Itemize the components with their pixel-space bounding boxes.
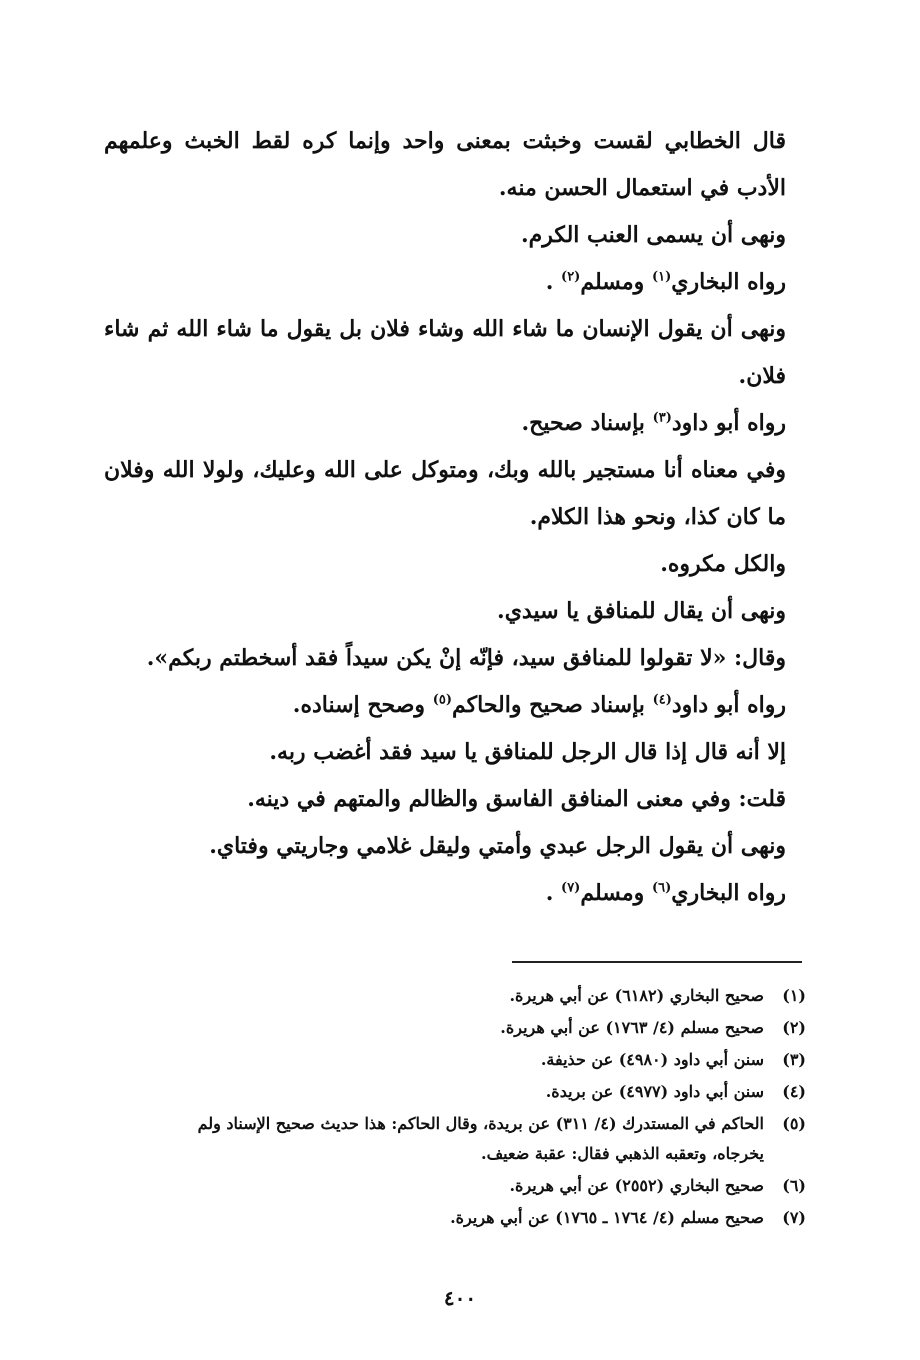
paragraph-text: وفي معناه أنا مستجير بالله وبك، ومتوكل على الله وعليك، ولولا الله وفلان ما كان كذا، ونحو هذا الكلام.	[104, 457, 786, 530]
footnote-number: (٧)	[782, 1208, 806, 1227]
paragraph-hadith-quote	[104, 635, 816, 682]
main-text	[104, 118, 816, 917]
footnote-number: (٥)	[782, 1114, 806, 1133]
narration-text: رواه البخاري	[671, 269, 786, 295]
paragraph-text: ونهى أن يسمى العنب الكرم.	[521, 222, 786, 248]
footnote-number: (٦)	[782, 1176, 806, 1195]
footnote-5	[96, 1109, 806, 1169]
paragraph-text: قلت: وفي معنى المنافق الفاسق والظالم والمتهم في دينه.	[247, 786, 786, 812]
paragraph-text: ونهى أن يقول الإنسان ما شاء الله وشاء فلان بل يقول ما شاء الله ثم شاء فلان.	[104, 316, 786, 389]
paragraph-mashallah	[104, 306, 816, 400]
footnote-3	[96, 1045, 806, 1075]
footnote-text: سنن أبي داود (٤٩٨٠) عن حذيفة.	[540, 1050, 764, 1069]
narration-text: رواه أبو داود	[671, 692, 786, 718]
paragraph-anger	[104, 729, 816, 776]
narration-text: بإسناد صحيح.	[521, 410, 653, 436]
footnote-number: (٢)	[782, 1018, 806, 1037]
paragraph-text: وقال: «لا تقولوا للمنافق سيد، فإنّه إنْ يكن سيداً فقد أسخطتم ربكم».	[146, 645, 786, 671]
footnote-text: سنن أبي داود (٤٩٧٧) عن بريدة.	[545, 1082, 764, 1101]
footnote-continuation: يخرجاه، وتعقبه الذهبي فقال: عقبة ضعيف.	[481, 1144, 764, 1163]
footnote-text-wrap	[96, 1109, 764, 1169]
footnote-1	[96, 981, 806, 1011]
footnote-text: صحيح مسلم (٤/ ١٧٦٤ ـ ١٧٦٥) عن أبي هريرة.	[450, 1208, 764, 1227]
footnote-4	[96, 1077, 806, 1107]
narration-text: رواه البخاري	[671, 880, 786, 906]
page-number: ٤٠٠	[443, 1286, 477, 1310]
narration-text: ومسلم	[580, 269, 652, 295]
footnote-ref-1[interactable]: (١)	[651, 269, 672, 285]
narration-text: .	[545, 880, 562, 906]
narration-text: .	[545, 269, 562, 295]
footnote-text: الحاكم في المستدرك (٤/ ٣١١) عن بريدة، وقال الحاكم: هذا حديث صحيح الإسناد ولم	[197, 1114, 764, 1133]
paragraph-narration-3	[104, 682, 816, 729]
footnote-7	[96, 1203, 806, 1233]
paragraph-hypocrite-sayyid	[104, 588, 816, 635]
narration-text: بإسناد صحيح والحاكم	[452, 692, 653, 718]
footnote-ref-7[interactable]: (٧)	[561, 880, 581, 896]
narration-text: ومسلم	[580, 880, 652, 906]
footnote-ref-3[interactable]: (٣)	[652, 410, 672, 426]
footnote-2	[96, 1013, 806, 1043]
footnote-text: صحيح البخاري (٦١٨٢) عن أبي هريرة.	[509, 986, 764, 1005]
footnote-ref-5[interactable]: (٥)	[432, 692, 452, 708]
footnote-number: (٤)	[782, 1082, 806, 1101]
paragraph-meaning	[104, 447, 816, 541]
footnote-ref-6[interactable]: (٦)	[651, 880, 672, 896]
paragraph-narration-2	[104, 400, 816, 447]
paragraph-text: قال الخطابي لقست وخبثت بمعنى واحد وإنما كره لقط الخبث وعلمهم الأدب في استعمال الحسن منه.	[104, 128, 786, 201]
paragraph-servant-naming	[104, 823, 816, 870]
narration-text: وصحح إسناده.	[292, 692, 433, 718]
paragraph-narration-1	[104, 259, 816, 306]
footnote-ref-4[interactable]: (٤)	[652, 692, 672, 708]
footnote-number: (٣)	[782, 1050, 806, 1069]
paragraph-disliked	[104, 541, 816, 588]
paragraph-khattabi	[104, 118, 816, 212]
footnote-text: صحيح البخاري (٢٥٥٢) عن أبي هريرة.	[509, 1176, 764, 1195]
footnote-divider	[512, 961, 802, 963]
footnote-number: (١)	[782, 986, 806, 1005]
paragraph-text: والكل مكروه.	[660, 551, 786, 577]
paragraph-commentary	[104, 776, 816, 823]
paragraph-grape-naming	[104, 212, 816, 259]
paragraph-text: ونهى أن يقال للمنافق يا سيدي.	[497, 598, 786, 624]
footnote-6	[96, 1171, 806, 1201]
footnotes	[96, 979, 806, 1235]
paragraph-text: ونهى أن يقول الرجل عبدي وأمتي وليقل غلامي وجاريتي وفتاي.	[209, 833, 786, 859]
footnote-text: صحيح مسلم (٤/ ١٧٦٣) عن أبي هريرة.	[500, 1018, 764, 1037]
footnote-ref-2[interactable]: (٢)	[561, 269, 581, 285]
paragraph-text: إلا أنه قال إذا قال الرجل للمنافق يا سيد فقد أغضب ربه.	[269, 739, 786, 765]
narration-text: رواه أبو داود	[671, 410, 786, 436]
paragraph-narration-4	[104, 870, 816, 917]
